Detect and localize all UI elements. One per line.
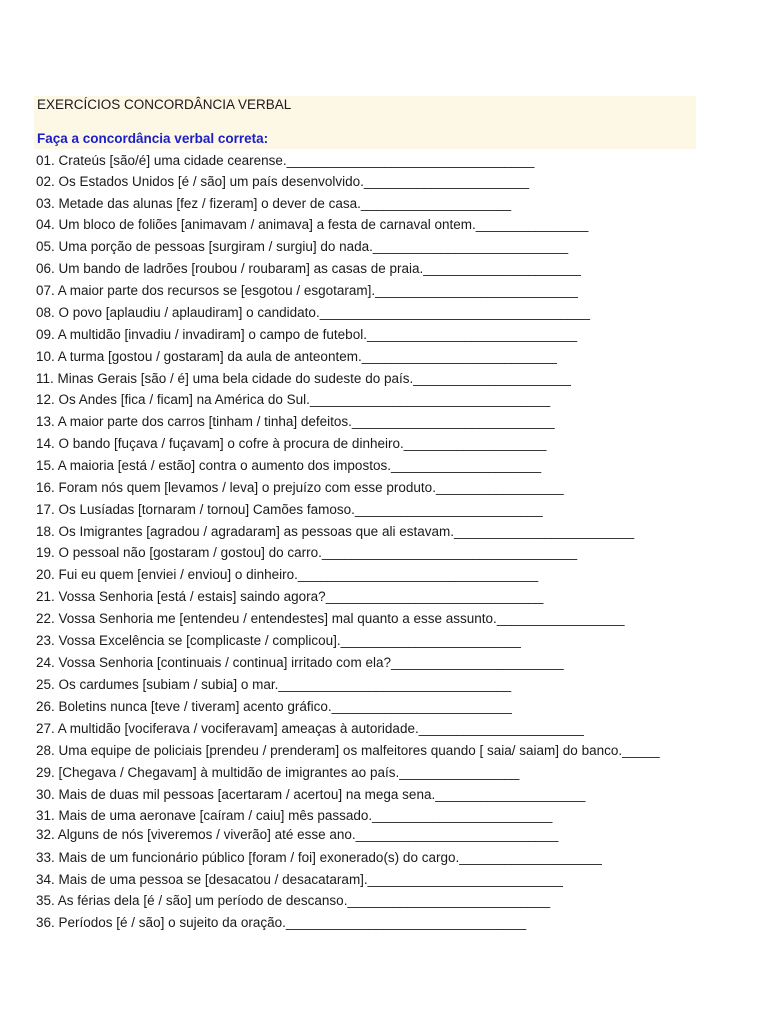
exercise-item: 28. Uma equipe de policiais [prendeu / prenderam] os malfeitores quando [ saia/ saiam] do banco._____	[36, 743, 660, 758]
exercise-item: 17. Os Lusíadas [tornaram / tornou] Camões famoso._________________________	[36, 502, 543, 517]
document-title: EXERCÍCIOS CONCORDÂNCIA VERBAL	[37, 97, 292, 112]
exercise-item: 15. A maioria [está / estão] contra o aumento dos impostos.____________________	[36, 458, 542, 473]
exercise-item: 18. Os Imigrantes [agradou / agradaram] as pessoas que ali estavam.________________________	[36, 524, 635, 539]
exercise-item: 11. Minas Gerais [são / é] uma bela cidade do sudeste do país._____________________	[36, 371, 571, 386]
exercise-item: 12. Os Andes [fica / ficam] na América do Sul.________________________________	[36, 392, 551, 407]
exercise-item: 09. A multidão [invadiu / invadiram] o campo de futebol.____________________________	[36, 327, 578, 342]
instructions-heading: Faça a concordância verbal correta:	[37, 131, 269, 146]
exercise-item: 26. Boletins nunca [teve / tiveram] acento gráfico.________________________	[36, 699, 512, 714]
exercise-item: 06. Um bando de ladrões [roubou / roubaram] as casas de praia._____________________	[36, 261, 581, 276]
exercise-item: 14. O bando [fuçava / fuçavam] o cofre à procura de dinheiro.___________________	[36, 436, 547, 451]
exercise-item: 03. Metade das alunas [fez / fizeram] o dever de casa.____________________	[36, 196, 512, 211]
exercise-item: 33. Mais de um funcionário público [foram / foi] exonerado(s) do cargo.___________________	[36, 850, 602, 865]
exercise-item: 21. Vossa Senhoria [está / estais] saindo agora?_____________________________	[36, 589, 544, 604]
exercise-item: 36. Períodos [é / são] o sujeito da oração.________________________________	[36, 915, 527, 930]
exercise-item: 08. O povo [aplaudiu / aplaudiram] o candidato.____________________________________	[36, 305, 590, 320]
exercise-item: 04. Um bloco de foliões [animavam / animava] a festa de carnaval ontem._______________	[36, 217, 589, 232]
exercise-item: 05. Uma porção de pessoas [surgiram / surgiu] do nada.__________________________	[36, 239, 569, 254]
exercise-item: 24. Vossa Senhoria [continuais / continua] irritado com ela?_______________________	[36, 655, 564, 670]
exercise-item: 20. Fui eu quem [enviei / enviou] o dinheiro.________________________________	[36, 567, 539, 582]
exercise-item: 02. Os Estados Unidos [é / são] um país desenvolvido.______________________	[36, 174, 530, 189]
exercise-item: 19. O pessoal não [gostaram / gostou] do carro.__________________________________	[36, 545, 578, 560]
exercise-item: 29. [Chegava / Chegavam] à multidão de imigrantes ao país.________________	[36, 765, 520, 780]
exercise-item: 31. Mais de uma aeronave [caíram / caiu] mês passado.________________________	[36, 808, 553, 823]
exercise-item: 34. Mais de uma pessoa se [desacatou / desacataram].__________________________	[36, 872, 563, 887]
exercise-item: 01. Crateús [são/é] uma cidade cearense._________________________________	[36, 153, 535, 168]
exercise-item: 32. Alguns de nós [viveremos / viverão] até esse ano.___________________________	[36, 827, 559, 842]
exercise-item: 07. A maior parte dos recursos se [esgotou / esgotaram].___________________________	[36, 283, 578, 298]
exercise-item: 23. Vossa Excelência se [complicaste / complicou].________________________	[36, 633, 521, 648]
exercise-item: 25. Os cardumes [subiam / subia] o mar._______________________________	[36, 677, 512, 692]
exercise-item: 22. Vossa Senhoria me [entendeu / entendestes] mal quanto a esse assunto._________________	[36, 611, 625, 626]
exercise-item: 13. A maior parte dos carros [tinham / tinha] defeitos.___________________________	[36, 414, 555, 429]
exercise-item: 35. As férias dela [é / são] um período de descanso.___________________________	[36, 893, 551, 908]
exercise-item: 16. Foram nós quem [levamos / leva] o prejuízo com esse produto._________________	[36, 480, 564, 495]
exercise-item: 30. Mais de duas mil pessoas [acertaram / acertou] na mega sena.____________________	[36, 787, 586, 802]
exercise-item: 10. A turma [gostou / gostaram] da aula de anteontem.__________________________	[36, 349, 557, 364]
exercise-item: 27. A multidão [vociferava / vociferavam] ameaças à autoridade.______________________	[36, 721, 584, 736]
